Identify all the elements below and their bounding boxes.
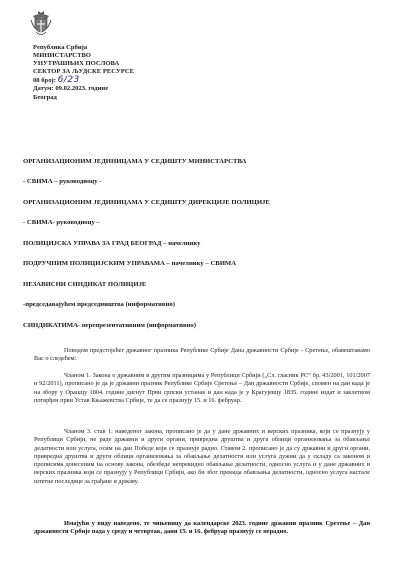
addressee-7: НЕЗАВИСНИ СИНДИКАТ ПОЛИЦИЈЕ [23, 281, 147, 288]
addressee-3: ОРГАНИЗАЦИОНИМ ЈЕДИНИЦАМА У СЕДИШТУ ДИРЕКЦИЈЕ ПОЛИЦИЈЕ [23, 199, 270, 206]
header-republic: Република Србија [33, 44, 88, 51]
header-sector: СЕКТОР ЗА ЉУДСКЕ РЕСУРСЕ [33, 68, 135, 76]
paragraph-article-1: Чланом 1. Закона о државним и другим празницима у Републици Србији („Сл. гласник РС“ бр. 43/2001, 101/2007 и 92/2011), прописано је да је државни празник Републике Србије Сретење – Дан државности Србије, спомен на дан када је на збору у Орашцу 1804. године дигнут Први српски устанак и дан када је у Крагујевцу 1835. године издат и заклетвом потврђен први Устав Књажевства Србије, те да се празнују 15. и 16. фебруар. [34, 372, 370, 404]
coat-of-arms-icon [30, 10, 52, 38]
paragraph-intro: Поводом предстојећег државног празника Републике Србије Дана државности Србије - Сретење, обавештавамо Вас о следећем: [34, 347, 370, 363]
addressee-4: - СВИМА- руководиоцу – [23, 219, 100, 226]
header-date: Датум: 09.02.2023. године [33, 85, 109, 93]
header-ministry: МИНИСТАРСТВО [33, 52, 91, 60]
number-value-handwritten: 6/23 [57, 75, 80, 86]
addressee-8: -председавајућем председништва (информативно) [23, 301, 175, 308]
addressee-5: ПОЛИЦИЈСКА УПРАВА ЗА ГРАД БЕОГРАД – начелнику [23, 240, 201, 247]
letterhead [33, 44, 293, 102]
addressee-1: ОРГАНИЗАЦИОНИМ ЈЕДИНИЦАМА У СЕДИШТУ МИНИСТАРСТВА [23, 158, 247, 165]
addressee-9: СИНДИКАТИМА- нерепрезентативним (информативно) [23, 322, 196, 329]
header-number [33, 76, 293, 85]
paragraph-conclusion: Имајући у виду наведено, те чињеницу да календарске 2023. године државни празник Сретење – Дан државности Србије пада у среду и четвртак, дани 15. и 16. фебруар празнују се нерадно. [34, 520, 370, 536]
number-label: 08 број: [33, 77, 56, 85]
addressee-2: - СВИМА – руководиоцу - [23, 178, 102, 185]
paragraph-article-3: Чланом 3. став 1. наведеног закона, прописано је да у дане државних и верских празника, који се празнују у Републици Србији, не раде државни и други органи, привредна друштва и друга облици организовања за обављање делатности или услуга, осим на дан Победе који се празнује радно. Ставом 2. прописано је да су државни и други органи, привредна друштва и други облици организовања за обављање делатности или услуга дужни да у складу са законом и прописима донесеним на основу закона, обезбеде непрекидно обављање делатности, односно услуга и у дане државних и верских празника који се празнују у Републици Србији, ако би због прекида обављања делатности, односно услуга настале штетне последице за грађане и државу. [34, 428, 370, 485]
header-ministry-name: УНУТРАШЊИХ ПОСЛОВА [33, 60, 120, 68]
addressee-6: ПОДРУЧНИМ ПОЛИЦИЈСКИМ УПРАВАМА – начелнику – СВИМА [23, 260, 237, 267]
header-city: Београд [33, 93, 57, 101]
